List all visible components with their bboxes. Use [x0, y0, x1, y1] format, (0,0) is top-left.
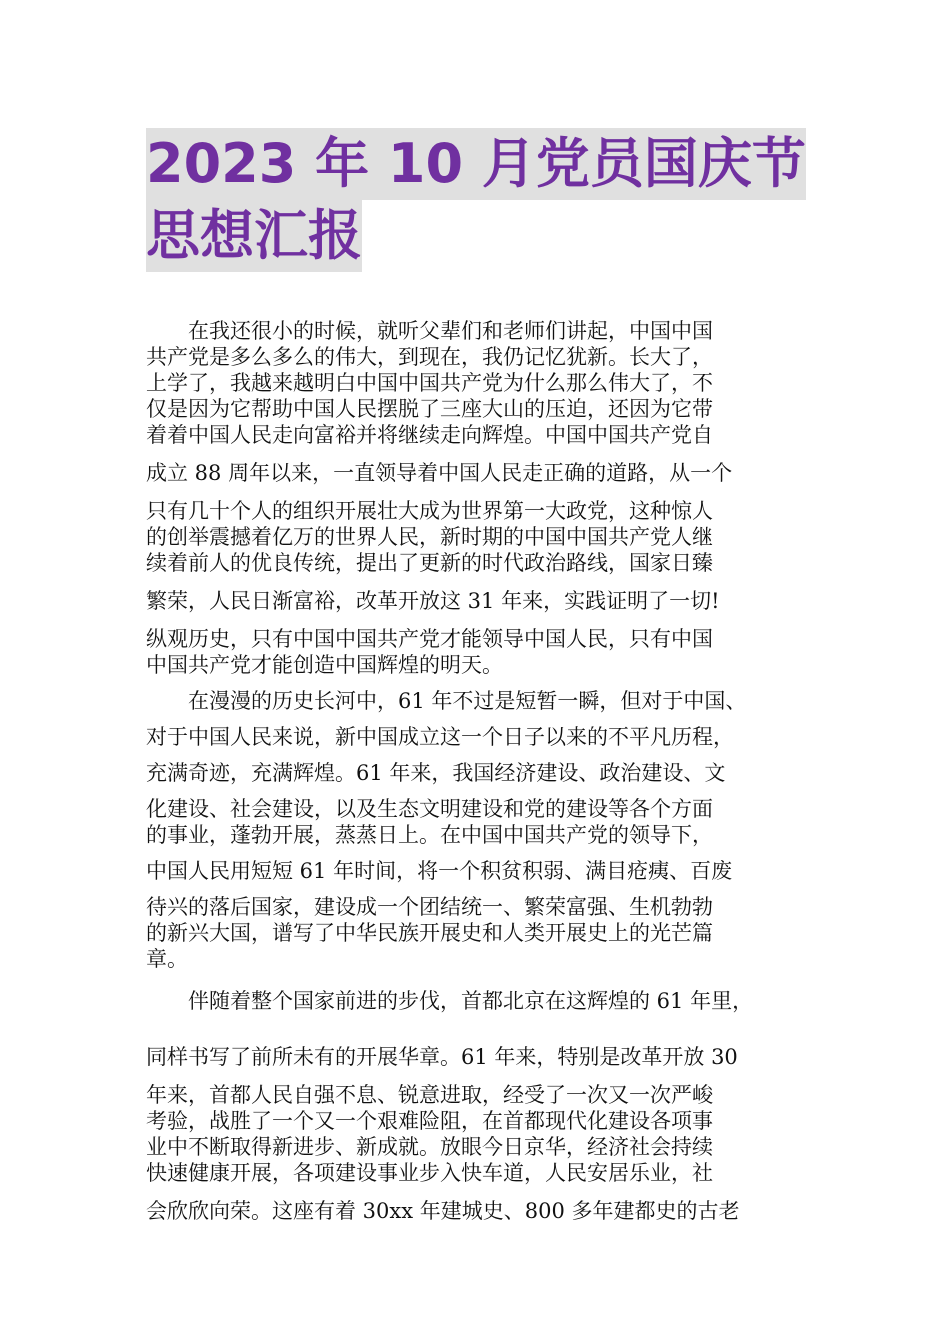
- body-line: 章。: [146, 947, 188, 971]
- body-line: 的新兴大国，谱写了中华民族开展史和人类开展史上的光芒篇: [146, 921, 713, 945]
- body-line: 上学了，我越来越明白中国中国共产党为什么那么伟大了，不: [146, 371, 713, 395]
- body-line: 中国共产党才能创造中国辉煌的明天。: [146, 653, 503, 677]
- body-line: 伴随着整个国家前进的步伐，首都北京在这辉煌的 61 年里，: [146, 989, 754, 1013]
- body-line: 繁荣，人民日渐富裕，改革开放这 31 年来，实践证明了一切!: [146, 589, 720, 613]
- body-line: 会欣欣向荣。这座有着 30xx 年建城史、800 多年建都史的古老: [146, 1199, 740, 1223]
- body-line: 只有几十个人的组织开展壮大成为世界第一大政党，这种惊人: [146, 499, 713, 523]
- body-line: 快速健康开展，各项建设事业步入快车道，人民安居乐业，社: [146, 1161, 713, 1185]
- title-line-1: 2023 年 10 月党员国庆节: [146, 128, 806, 200]
- body-line: 业中不断取得新进步、新成就。放眼今日京华，经济社会持续: [146, 1135, 713, 1159]
- body-line: 成立 88 周年以来，一直领导着中国人民走正确的道路，从一个: [146, 461, 733, 485]
- body-line: 待兴的落后国家，建设成一个团结统一、繁荣富强、生机勃勃: [146, 895, 713, 919]
- document-title: [146, 128, 816, 272]
- body-line: 年来，首都人民自强不息、锐意进取，经受了一次又一次严峻: [146, 1083, 713, 1107]
- body-line: 着着中国人民走向富裕并将继续走向辉煌。中国中国共产党自: [146, 423, 713, 447]
- body-line: 对于中国人民来说，新中国成立这一个日子以来的不平凡历程，: [146, 725, 734, 749]
- body-line: 在漫漫的历史长河中，61 年不过是短暂一瞬，但对于中国、: [146, 689, 747, 713]
- body-line: 考验，战胜了一个又一个艰难险阻，在首都现代化建设各项事: [146, 1109, 713, 1133]
- title-line-2: 思想汇报: [146, 200, 362, 272]
- body-line: 仅是因为它帮助中国人民摆脱了三座大山的压迫，还因为它带: [146, 397, 713, 421]
- body-line: 纵观历史，只有中国中国共产党才能领导中国人民，只有中国: [146, 627, 713, 651]
- body-line: 充满奇迹，充满辉煌。61 年来，我国经济建设、政治建设、文: [146, 761, 726, 785]
- body-line: 的事业，蓬勃开展，蒸蒸日上。在中国中国共产党的领导下，: [146, 823, 713, 847]
- body-line: 化建设、社会建设，以及生态文明建设和党的建设等各个方面: [146, 797, 713, 821]
- body-line: 同样书写了前所未有的开展华章。61 年来，特别是改革开放 30: [146, 1045, 738, 1069]
- body-line: 续着前人的优良传统，提出了更新的时代政治路线，国家日臻: [146, 551, 713, 575]
- body-line: 的创举震撼着亿万的世界人民，新时期的中国中国共产党人继: [146, 525, 713, 549]
- body-line: 中国人民用短短 61 年时间，将一个积贫积弱、满目疮痍、百废: [146, 859, 733, 883]
- body-line: 在我还很小的时候，就听父辈们和老师们讲起，中国中国: [146, 319, 713, 343]
- body-line: 共产党是多么多么的伟大，到现在，我仍记忆犹新。长大了，: [146, 345, 713, 369]
- document-body: [146, 318, 826, 1224]
